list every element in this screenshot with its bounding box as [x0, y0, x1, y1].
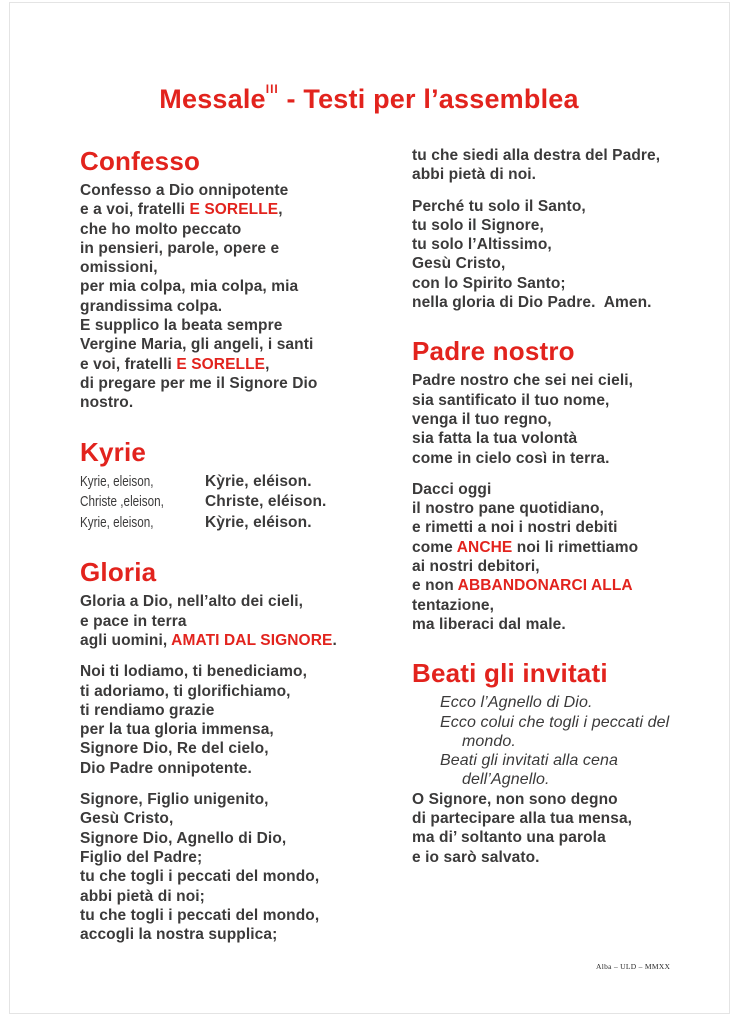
text-line: ti adoriamo, ti glorifichiamo,: [80, 682, 291, 700]
text-line: Signore Dio, Agnello di Dio,: [80, 829, 287, 847]
text-line: omissioni,: [80, 259, 158, 277]
kyrie-call: Kyrie, eleison,: [80, 513, 154, 531]
kyrie-responses: [80, 472, 396, 534]
text-line: tu che togli i peccati del mondo,: [80, 868, 320, 886]
stanza: [412, 371, 718, 467]
text-line: Noi ti lodiamo, ti benediciamo,: [80, 663, 308, 681]
text-line: come in cielo così in terra.: [412, 449, 610, 467]
text-line: [412, 713, 718, 732]
kyrie-row: [80, 492, 396, 513]
text-segment: ,: [265, 355, 270, 373]
section-heading: Padre nostro: [412, 336, 575, 367]
text-line: per mia colpa, mia colpa, mia: [80, 278, 299, 296]
text-line: e io sarò salvato.: [412, 848, 540, 866]
text-line: per la tua gloria immensa,: [80, 721, 274, 739]
text-line: Confesso a Dio onnipotente: [80, 182, 289, 199]
text-line: ma liberaci dal male.: [412, 615, 566, 633]
title-word: Messale: [159, 84, 266, 114]
text-line: [412, 538, 718, 557]
text-line: [412, 576, 718, 595]
stanza: [80, 662, 396, 778]
text-line: tu solo l’Altissimo,: [412, 236, 552, 254]
text-line: di pregare per me il Signore Dio: [80, 374, 318, 392]
stanza: [412, 693, 718, 789]
text-segment: Ecco colui che togli i peccati del: [440, 713, 670, 731]
text-segment: Ecco l’Agnello di Dio.: [440, 694, 593, 712]
text-line: [412, 751, 718, 770]
text-line: accogli la nostra supplica;: [80, 926, 278, 944]
text-line: Gesù Cristo,: [412, 255, 506, 273]
text-line: ti rendiamo grazie: [80, 701, 215, 719]
text-line: [80, 200, 396, 219]
highlighted-text: E SORELLE: [189, 201, 279, 219]
text-segment: Beati gli invitati alla cena: [440, 752, 619, 770]
highlighted-text: ANCHE: [456, 538, 513, 556]
text-segment: come: [412, 538, 457, 556]
text-line: Padre nostro che sei nei cieli,: [412, 372, 634, 390]
text-line: venga il tuo regno,: [412, 410, 552, 428]
stanza: [80, 592, 396, 650]
title-rest: - Testi per l’assemblea: [278, 84, 579, 114]
title-superscript: III: [265, 82, 279, 96]
kyrie-call: Kyrie, eleison,: [80, 472, 154, 490]
stanza: [412, 197, 718, 313]
text-line: con lo Spirito Santo;: [412, 274, 566, 292]
highlighted-text: ABBANDONARCI ALLA: [457, 577, 633, 595]
text-line: tu solo il Signore,: [412, 216, 544, 234]
text-line: [412, 732, 718, 751]
highlighted-text: E SORELLE: [176, 355, 266, 373]
text-line: e rimetti a noi i nostri debiti: [412, 519, 618, 537]
kyrie-response: Christe, eléison.: [205, 493, 327, 511]
kyrie-call: Christe ,eleison,: [80, 493, 164, 511]
text-line: Gesù Cristo,: [80, 810, 174, 828]
text-line: Dacci oggi: [412, 480, 492, 498]
text-line: sia santificato il tuo nome,: [412, 391, 610, 409]
text-line: ai nostri debitori,: [412, 558, 540, 576]
text-line: il nostro pane quotidiano,: [412, 500, 605, 518]
text-line: grandissima colpa.: [80, 297, 223, 315]
text-line: Figlio del Padre;: [80, 848, 203, 866]
text-segment: e a voi, fratelli: [80, 201, 190, 219]
text-line: abbi pietà di noi;: [80, 887, 205, 905]
text-line: e pace in terra: [80, 612, 187, 630]
kyrie-row: [80, 472, 396, 493]
stanza: [412, 146, 718, 185]
text-line: ma di’ soltanto una parola: [412, 829, 606, 847]
text-line: Dio Padre onnipotente.: [80, 759, 252, 777]
footer-credit: Alba – ULD – MMXX: [596, 962, 671, 971]
text-line: Signore, Figlio unigenito,: [80, 791, 269, 809]
text-line: Gloria a Dio, nell’alto dei cieli,: [80, 593, 304, 611]
text-line: sia fatta la tua volontà: [412, 430, 578, 448]
text-line: Signore Dio, Re del cielo,: [80, 740, 269, 758]
text-line: in pensieri, parole, opere e: [80, 239, 280, 257]
text-segment: e non: [412, 577, 458, 595]
section-heading: Beati gli invitati: [412, 658, 608, 689]
text-line: tu che togli i peccati del mondo,: [80, 906, 320, 924]
text-line: [412, 770, 718, 789]
kyrie-response: Kỳrie, eléison.: [205, 472, 312, 490]
section-heading: Gloria: [80, 557, 157, 588]
section-heading: Kyrie: [80, 436, 147, 467]
stanza: [80, 181, 396, 413]
stanza: [80, 790, 396, 944]
text-segment: mondo.: [462, 732, 516, 750]
text-line: di partecipare alla tua mensa,: [412, 810, 633, 828]
page-title: [0, 84, 738, 115]
section-heading: Confesso: [80, 146, 201, 176]
text-line: nostro.: [80, 394, 134, 412]
text-segment: ,: [278, 201, 283, 219]
text-segment: .: [332, 631, 337, 649]
text-line: Perché tu solo il Santo,: [412, 197, 586, 215]
kyrie-row: [80, 513, 396, 534]
text-line: E supplico la beata sempre: [80, 317, 283, 335]
text-segment: noi li rimettiamo: [512, 538, 639, 556]
column-left: [80, 146, 396, 956]
text-segment: agli uomini,: [80, 631, 172, 649]
text-line: abbi pietà di noi.: [412, 166, 537, 184]
stanza: [412, 790, 718, 867]
text-line: nella gloria di Dio Padre. Amen.: [412, 294, 652, 312]
text-line: [80, 355, 396, 374]
kyrie-response: Kỳrie, eléison.: [205, 513, 312, 531]
text-line: tu che siedi alla destra del Padre,: [412, 147, 661, 164]
text-line: O Signore, non sono degno: [412, 790, 618, 808]
text-line: che ho molto peccato: [80, 220, 242, 238]
text-line: tentazione,: [412, 596, 495, 614]
text-segment: dell’Agnello.: [462, 771, 550, 789]
text-segment: e voi, fratelli: [80, 355, 177, 373]
column-right: [412, 146, 718, 879]
stanza: [412, 480, 718, 634]
highlighted-text: AMATI DAL SIGNORE: [171, 631, 333, 649]
text-line: [412, 693, 718, 712]
text-line: [80, 631, 396, 650]
text-line: Vergine Maria, gli angeli, i santi: [80, 336, 314, 354]
